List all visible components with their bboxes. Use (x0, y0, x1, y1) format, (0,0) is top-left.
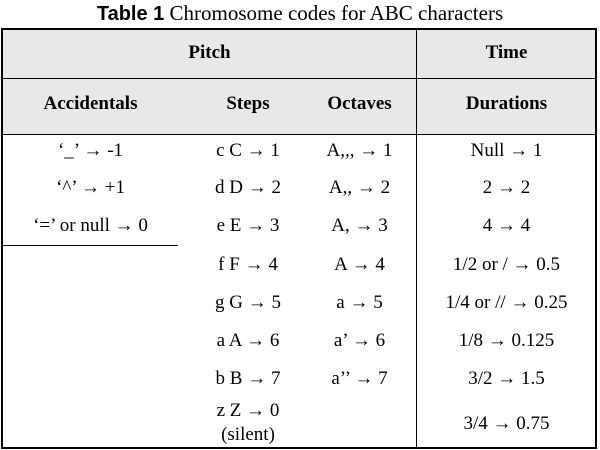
accidentals-cell: ‘^’ → +1 (56, 177, 125, 198)
chromosome-codes-table (1, 28, 597, 449)
durations-cell: 1/2 or / → 0.5 (452, 254, 561, 275)
durations-cell: 4 → 4 (482, 215, 531, 236)
durations-header: Durations (465, 93, 548, 114)
octaves-cell: A,,, → 1 (326, 140, 393, 161)
accidentals-end-rule (3, 245, 178, 246)
steps-cell: z Z → 0 (216, 400, 280, 421)
accidentals-header: Accidentals (43, 93, 138, 114)
octaves-cell: a’’ → 7 (331, 368, 388, 389)
time-group-header: Time (485, 42, 528, 63)
header-divider (3, 78, 595, 79)
steps-cell: e E → 3 (216, 215, 280, 236)
octaves-cell: a → 5 (336, 292, 383, 313)
accidentals-cell: ‘_’ → -1 (57, 140, 124, 161)
accidentals-cell: ‘=’ or null → 0 (33, 215, 148, 236)
steps-header: Steps (226, 93, 270, 114)
steps-cell: f F → 4 (218, 254, 278, 275)
durations-cell: 3/4 → 0.75 (463, 413, 550, 434)
table-title: Chromosome codes for ABC characters (169, 1, 504, 25)
steps-note: (silent) (221, 424, 275, 445)
octaves-cell: A → 4 (334, 254, 385, 275)
octaves-cell: A,, → 2 (328, 177, 391, 198)
steps-cell: b B → 7 (215, 368, 281, 389)
durations-cell: 1/4 or // → 0.25 (445, 292, 568, 313)
durations-cell: 2 → 2 (482, 177, 531, 198)
steps-cell: g G → 5 (215, 292, 281, 313)
steps-cell: d D → 2 (215, 177, 281, 198)
durations-cell: 3/2 → 1.5 (468, 368, 545, 389)
table-label: Table 1 (96, 3, 165, 25)
table-caption (0, 0, 600, 28)
durations-cell: 1/8 → 0.125 (458, 330, 555, 351)
octaves-cell: a’ → 6 (333, 330, 386, 351)
pitch-group-header: Pitch (188, 42, 231, 63)
steps-cell: c C → 1 (216, 140, 280, 161)
body-divider (3, 134, 595, 135)
octaves-header: Octaves (327, 93, 392, 114)
octaves-cell: A, → 3 (331, 215, 388, 236)
durations-cell: Null → 1 (470, 140, 543, 161)
steps-cell: a A → 6 (216, 330, 280, 351)
